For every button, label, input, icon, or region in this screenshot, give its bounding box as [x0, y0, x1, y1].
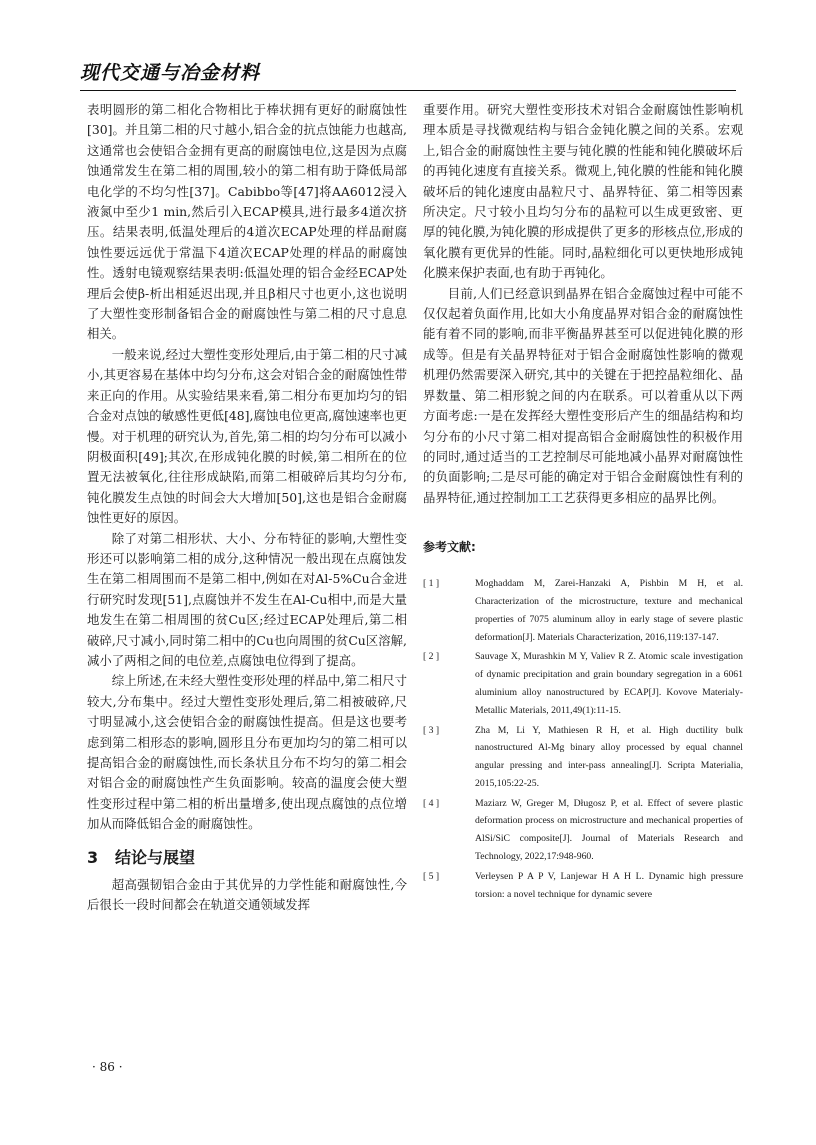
reference-text: Maziarz W, Greger M, Długosz P, et al. Effect of severe plastic deformation process on microstructure and mechanical properties of AlSi/SiC composite[J]. Journal of Materials Research and Technology, 2022,17:948-960.: [475, 797, 743, 863]
header-rule: [80, 90, 736, 91]
page-number: · 86 ·: [92, 1060, 123, 1074]
paragraph: 目前,人们已经意识到晶界在铝合金腐蚀过程中可能不仅仅起着负面作用,比如大小角度晶界对铝合金的耐腐蚀性能有着不同的影响,而非平衡晶界甚至可以促进钝化膜的形成等。但是有关晶界特征对于铝合金耐腐蚀性影响的微观机理仍然需要深入研究,其中的关键在于把控晶粒细化、晶界数量、第二相形貌之间的内在联系。可以着重从以下两方面考虑:一是在发挥经大塑性变形后产生的细晶结构和均匀分布的小尺寸第二相对提高铝合金耐腐蚀性的积极作用的同时,通过适当的工艺控制尽可能地减小晶界对耐腐蚀性的负面影响;二是尽可能的确定对于铝合金耐腐蚀性有利的晶界特征,通过控制加工工艺获得更多相应的晶界比例。: [423, 285, 743, 505]
right-column: [423, 100, 743, 905]
references-list: [423, 575, 743, 903]
paragraph: 除了对第二相形状、大小、分布特征的影响,大塑性变形还可以影响第二相的成分,这种情况一般出现在点腐蚀发生在第二相周围而不是第二相中,例如在对Al-5%Cu合金进行研究时发现[51],点腐蚀并不发生在Al-Cu相中,而是大量地发生在第二相周围的贫Cu区;经过ECAP处理后,第二相破碎,尺寸减小,同时第二相中的Cu也向周围的贫Cu区溶解,减小了两相之间的电位差,点腐蚀电位得到了提高。: [87, 530, 407, 668]
reference-item: [423, 868, 743, 904]
paragraph: 表明圆形的第二相化合物相比于棒状拥有更好的耐腐蚀性[30]。并且第二相的尺寸越小,铝合金的抗点蚀能力也越高,这通常也会使铝合金拥有更高的耐腐蚀电位,这是因为点腐蚀通常发生在第二相的周围,较小的第二相有助于降低局部电化学的不均匀性[37]。Cabibbo等[47]将AA6012浸入液氮中至少1 min,然后引入ECAP模具,进行最多4道次挤压。结果表明,低温处理后的4道次ECAP处理的样品耐腐蚀性要远远优于常温下4道次ECAP处理的样品的耐腐蚀性。透射电镜观察结果表明:低温处理的铝合金经ECAP处理后会使β-析出相延迟出现,并且β相尺寸也更小,这也说明了大塑性变形制备铝合金的耐腐蚀性与第二相的尺寸息息相关。: [87, 102, 407, 342]
journal-logo: 现代交通与冶金材料: [80, 62, 261, 84]
paragraph: 重要作用。研究大塑性变形技术对铝合金耐腐蚀性影响机理本质是寻找微观结构与铝合金钝化膜之间的关系。宏观上,铝合金的耐腐蚀性主要与钝化膜的性能和钝化膜破坏后的再钝化速度有直接关系。微观上,钝化膜的性能和钝化膜破坏后的钝化速度由晶粒尺寸、晶界特征、第二相等因素所决定。尺寸较小且均匀分布的晶粒可以生成更致密、更厚的钝化膜,为钝化膜的形成提供了更多的形核点位,形成的氧化膜有更优异的性能。同时,晶粒细化可以更快地形成钝化膜来保护表面,也有助于再钝化。: [423, 102, 743, 281]
reference-item: [423, 575, 743, 646]
references-title: 参考文献:: [423, 540, 476, 555]
paragraph: 一般来说,经过大塑性变形处理后,由于第二相的尺寸减小,其更容易在基体中均匀分布,这会对铝合金的耐腐蚀性带来正向的作用。从实验结果来看,第二相分布更加均匀的铝合金对点蚀的敏感性更低[48],腐蚀电位更高,腐蚀速率也更慢。对于机理的研究认为,首先,第二相的均匀分布可以减小阴极面积[49];其次,在形成钝化膜的时候,第二相所在的位置无法被氧化,往往形成缺陷,而第二相破碎后其均匀分布,钝化膜发生点蚀的时间会大大增加[50],这也是铝合金耐腐蚀性更好的原因。: [87, 346, 407, 526]
reference-text: Moghaddam M, Zarei-Hanzaki A, Pishbin M H, et al. Characterization of the microstructure, texture and mechanical properties of 7075 aluminum alloy in early stage of severe plastic deformation[J]. Materials Characterization, 2016,119:137-147.: [475, 578, 743, 643]
reference-number: [ 4 ]: [423, 797, 440, 809]
paragraph: 综上所述,在未经大塑性变形处理的样品中,第二相尺寸较大,分布集中。经过大塑性变形处理后,第二相被破碎,尺寸明显减小,这会使铝合金的耐腐蚀性提高。但是这也要考虑到第二相形态的影响,圆形且分布更加均匀的第二相可以提高铝合金的耐腐蚀性,而长条状且分布不均匀的第二相会对铝合金的耐腐蚀性产生负面影响。较高的温度会使大塑性变形过程中第二相的析出量增多,使出现点腐蚀的点位增加从而降低铝合金的耐腐蚀性。: [87, 673, 407, 832]
reference-item: [423, 795, 743, 866]
reference-text: Sauvage X, Murashkin M Y, Valiev R Z. Atomic scale investigation of dynamic precipitation and grain boundary segregation in a 6061 aluminium alloy nanostructured by ECAP[J]. Kovove Materialy-Metallic Materials, 2011,49(1):11-15.: [475, 651, 743, 716]
reference-text: Verleysen P A P V, Lanjewar H A H L. Dynamic high pressure torsion: a novel technique for dynamic severe: [475, 870, 743, 900]
reference-item: [423, 648, 743, 719]
section-number: 3: [87, 847, 99, 867]
section-title: 结论与展望: [115, 847, 196, 867]
reference-item: [423, 722, 743, 793]
reference-number: [ 1 ]: [423, 578, 440, 590]
left-column: [87, 100, 407, 915]
paragraph: 超高强韧铝合金由于其优异的力学性能和耐腐蚀性,今后很长一段时间都会在轨道交通领域发挥: [87, 876, 407, 913]
reference-number: [ 2 ]: [423, 651, 440, 663]
section-heading: [87, 847, 407, 869]
reference-number: [ 3 ]: [423, 724, 440, 736]
reference-number: [ 5 ]: [423, 870, 440, 882]
reference-text: Zha M, Li Y, Mathiesen R H, et al. High ductility bulk nanostructured Al-Mg binary alloy processed by equal channel angular pressing and inter-pass annealing[J]. Scripta Materialia, 2015,105:22-25.: [475, 724, 743, 789]
